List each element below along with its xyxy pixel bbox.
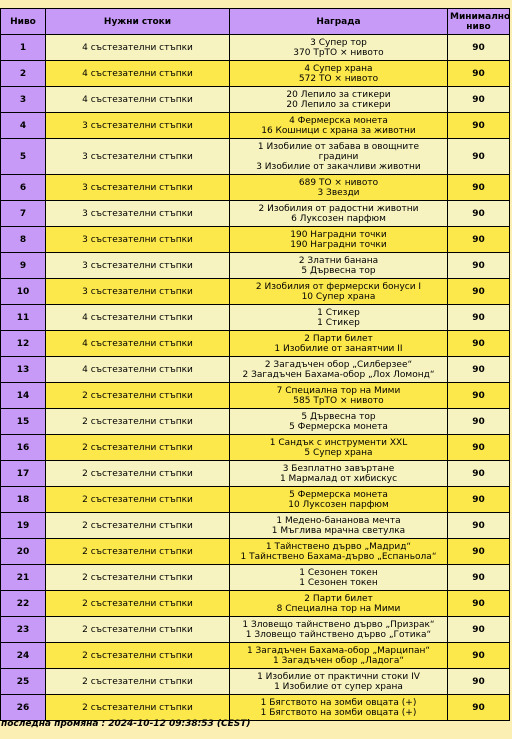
reward-line: 3 Супер тор <box>310 37 367 48</box>
reward-line: 1 Медено-бананова мечта <box>276 515 401 526</box>
reward-line: 20 Лепило за стикери <box>286 99 391 110</box>
min-level-cell: 90 <box>448 539 510 565</box>
level-cell: 14 <box>1 383 46 409</box>
reward-line: 5 Супер храна <box>304 447 373 458</box>
reward-cell <box>230 253 448 279</box>
reward-cell <box>230 139 448 175</box>
goods-cell: 4 състезателни стъпки <box>46 35 230 61</box>
level-cell: 7 <box>1 201 46 227</box>
table-row <box>1 643 510 669</box>
goods-cell: 4 състезателни стъпки <box>46 61 230 87</box>
table-row <box>1 305 510 331</box>
reward-cell <box>230 305 448 331</box>
table-row <box>1 487 510 513</box>
last-modified: последна промяна : 2024-10-12 09:38:53 (CEST) <box>1 719 251 729</box>
goods-cell: 2 състезателни стъпки <box>46 669 230 695</box>
reward-line: 2 Изобилия от фермерски бонуси I <box>255 281 422 292</box>
min-level-cell: 90 <box>448 87 510 113</box>
goods-cell: 2 състезателни стъпки <box>46 643 230 669</box>
table-row <box>1 409 510 435</box>
reward-cell <box>230 201 448 227</box>
reward-cell <box>230 461 448 487</box>
reward-line: 1 Мармалад от хибискус <box>279 473 398 484</box>
min-level-cell: 90 <box>448 617 510 643</box>
reward-cell <box>230 331 448 357</box>
reward-cell <box>230 87 448 113</box>
reward-line: 5 Фермерска монета <box>289 489 388 500</box>
reward-line: 1 Сезонен токен <box>299 567 378 578</box>
goods-cell: 3 състезателни стъпки <box>46 113 230 139</box>
header-goods: Нужни стоки <box>46 9 230 35</box>
reward-line: градини <box>318 151 359 162</box>
table-body <box>1 35 510 721</box>
reward-line: 10 Супер храна <box>301 291 376 302</box>
goods-cell: 3 състезателни стъпки <box>46 139 230 175</box>
reward-cell <box>230 487 448 513</box>
reward-line: 16 Кошници с храна за животни <box>261 125 416 136</box>
min-level-cell: 90 <box>448 669 510 695</box>
table-row <box>1 357 510 383</box>
min-level-cell: 90 <box>448 305 510 331</box>
reward-line: 2 Златни банана <box>298 255 379 266</box>
goods-cell: 3 състезателни стъпки <box>46 201 230 227</box>
table-row <box>1 331 510 357</box>
reward-line: 5 Дървесна тор <box>301 411 376 422</box>
table-row <box>1 139 510 175</box>
table-header-row <box>1 9 510 35</box>
table-row <box>1 591 510 617</box>
goods-cell: 2 състезателни стъпки <box>46 383 230 409</box>
header-min-level: Минимално ниво <box>448 9 510 35</box>
min-level-cell: 90 <box>448 487 510 513</box>
level-cell: 15 <box>1 409 46 435</box>
level-cell: 6 <box>1 175 46 201</box>
goods-cell: 2 състезателни стъпки <box>46 591 230 617</box>
level-cell: 17 <box>1 461 46 487</box>
table-row <box>1 253 510 279</box>
reward-line: 1 Загадъчен обор „Ладога“ <box>272 655 404 666</box>
reward-line: 1 Тайнствено Бахама-дърво „Еспаньола“ <box>240 551 437 562</box>
reward-line: 10 Луксозен парфюм <box>288 499 389 510</box>
level-cell: 13 <box>1 357 46 383</box>
header-level: Ниво <box>1 9 46 35</box>
reward-cell <box>230 227 448 253</box>
reward-line: 1 Зловещо тайнствено дърво „Готика“ <box>245 629 432 640</box>
table-row <box>1 35 510 61</box>
goods-cell: 2 състезателни стъпки <box>46 695 230 721</box>
level-cell: 20 <box>1 539 46 565</box>
reward-cell <box>230 61 448 87</box>
level-cell: 24 <box>1 643 46 669</box>
goods-cell: 2 състезателни стъпки <box>46 539 230 565</box>
goods-cell: 2 състезателни стъпки <box>46 487 230 513</box>
min-level-cell: 90 <box>448 695 510 721</box>
reward-line: 8 Специална тор на Мими <box>276 603 401 614</box>
table-row <box>1 695 510 721</box>
reward-line: 3 Изобилие от закачливи животни <box>256 161 421 172</box>
min-level-cell: 90 <box>448 591 510 617</box>
reward-line: 1 Изобилие от супер храна <box>274 681 403 692</box>
table-row <box>1 617 510 643</box>
level-cell: 11 <box>1 305 46 331</box>
reward-line: 1 Мъглива мрачна светулка <box>271 525 406 536</box>
level-cell: 25 <box>1 669 46 695</box>
reward-line: 4 Фермерска монета <box>289 115 388 126</box>
reward-line: 3 Звезди <box>317 187 360 198</box>
table-row <box>1 461 510 487</box>
level-cell: 22 <box>1 591 46 617</box>
table-row <box>1 383 510 409</box>
reward-line: 1 Стикер <box>317 307 360 318</box>
reward-cell <box>230 409 448 435</box>
level-cell: 5 <box>1 139 46 175</box>
table-row <box>1 435 510 461</box>
goods-cell: 2 състезателни стъпки <box>46 435 230 461</box>
reward-line: 20 Лепило за стикери <box>286 89 391 100</box>
goods-cell: 2 състезателни стъпки <box>46 461 230 487</box>
level-cell: 1 <box>1 35 46 61</box>
reward-cell <box>230 435 448 461</box>
reward-cell <box>230 35 448 61</box>
level-cell: 8 <box>1 227 46 253</box>
goods-cell: 3 състезателни стъпки <box>46 227 230 253</box>
reward-line: 689 ТО × нивото <box>298 177 379 188</box>
min-level-cell: 90 <box>448 461 510 487</box>
reward-cell <box>230 617 448 643</box>
reward-line: 1 Бягството на зомби овцата (+) <box>260 697 417 708</box>
goods-cell: 3 състезателни стъпки <box>46 279 230 305</box>
rewards-table <box>0 8 510 721</box>
reward-cell <box>230 279 448 305</box>
level-cell: 21 <box>1 565 46 591</box>
level-cell: 3 <box>1 87 46 113</box>
reward-cell <box>230 669 448 695</box>
reward-line: 2 Загадъчен Бахама-обор „Лох Ломонд“ <box>242 369 435 380</box>
min-level-cell: 90 <box>448 435 510 461</box>
reward-line: 572 ТО × нивото <box>298 73 379 84</box>
table-row <box>1 279 510 305</box>
reward-line: 4 Супер храна <box>304 63 373 74</box>
min-level-cell: 90 <box>448 175 510 201</box>
table-row <box>1 669 510 695</box>
reward-line: 1 Тайнствено дърво „Мадрид“ <box>265 541 412 552</box>
reward-line: 1 Стикер <box>317 317 360 328</box>
reward-cell <box>230 591 448 617</box>
table-row <box>1 201 510 227</box>
table-row <box>1 565 510 591</box>
table-row <box>1 539 510 565</box>
goods-cell: 2 състезателни стъпки <box>46 617 230 643</box>
reward-line: 5 Фермерска монета <box>289 421 388 432</box>
reward-cell <box>230 513 448 539</box>
reward-cell <box>230 113 448 139</box>
min-level-cell: 90 <box>448 409 510 435</box>
min-level-cell: 90 <box>448 357 510 383</box>
reward-cell <box>230 539 448 565</box>
level-cell: 2 <box>1 61 46 87</box>
min-level-cell: 90 <box>448 113 510 139</box>
header-reward: Награда <box>230 9 448 35</box>
min-level-cell: 90 <box>448 227 510 253</box>
goods-cell: 4 състезателни стъпки <box>46 305 230 331</box>
reward-line: 370 ТрТО × нивото <box>293 47 384 58</box>
reward-line: 1 Зловещо тайнствено дърво „Призрак“ <box>242 619 435 630</box>
min-level-cell: 90 <box>448 331 510 357</box>
reward-line: 1 Изобилие от практични стоки IV <box>257 671 420 682</box>
min-level-cell: 90 <box>448 61 510 87</box>
level-cell: 4 <box>1 113 46 139</box>
min-level-cell: 90 <box>448 383 510 409</box>
min-level-cell: 90 <box>448 513 510 539</box>
goods-cell: 3 състезателни стъпки <box>46 253 230 279</box>
reward-line: 6 Луксозен парфюм <box>291 213 386 224</box>
table-row <box>1 227 510 253</box>
min-level-cell: 90 <box>448 643 510 669</box>
reward-cell <box>230 565 448 591</box>
goods-cell: 4 състезателни стъпки <box>46 87 230 113</box>
reward-line: 1 Сезонен токен <box>299 577 378 588</box>
reward-line: 7 Специална тор на Мими <box>276 385 401 396</box>
reward-line: 5 Дървесна тор <box>301 265 376 276</box>
reward-line: 2 Парти билет <box>304 593 373 604</box>
reward-line: 1 Сандък с инструменти XXL <box>269 437 408 448</box>
reward-line: 1 Загадъчен Бахама-обор „Марципан“ <box>246 645 431 656</box>
reward-line: 2 Изобилия от радостни животни <box>258 203 419 214</box>
reward-line: 1 Изобилие от занаятчии II <box>274 343 403 354</box>
table-row <box>1 513 510 539</box>
reward-line: 2 Парти билет <box>304 333 373 344</box>
min-level-cell: 90 <box>448 279 510 305</box>
goods-cell: 3 състезателни стъпки <box>46 175 230 201</box>
goods-cell: 4 състезателни стъпки <box>46 331 230 357</box>
table-row <box>1 87 510 113</box>
reward-cell <box>230 175 448 201</box>
level-cell: 26 <box>1 695 46 721</box>
goods-cell: 4 състезателни стъпки <box>46 357 230 383</box>
reward-line: 190 Наградни точки <box>290 239 387 250</box>
level-cell: 12 <box>1 331 46 357</box>
table-row <box>1 175 510 201</box>
table-row <box>1 113 510 139</box>
goods-cell: 2 състезателни стъпки <box>46 513 230 539</box>
level-cell: 23 <box>1 617 46 643</box>
reward-cell <box>230 643 448 669</box>
reward-line: 1 Изобилие от забава в овощните <box>257 141 420 152</box>
table-row <box>1 61 510 87</box>
level-cell: 16 <box>1 435 46 461</box>
reward-line: 585 ТрТО × нивото <box>293 395 384 406</box>
level-cell: 18 <box>1 487 46 513</box>
reward-line: 1 Бягството на зомби овцата (+) <box>260 707 417 718</box>
level-cell: 19 <box>1 513 46 539</box>
min-level-cell: 90 <box>448 139 510 175</box>
reward-line: 3 Безплатно завъртане <box>282 463 395 474</box>
reward-line: 190 Наградни точки <box>290 229 387 240</box>
reward-line: 2 Загадъчен обор „Силберзее“ <box>264 359 413 370</box>
level-cell: 9 <box>1 253 46 279</box>
min-level-cell: 90 <box>448 253 510 279</box>
reward-cell <box>230 383 448 409</box>
min-level-cell: 90 <box>448 35 510 61</box>
level-cell: 10 <box>1 279 46 305</box>
reward-cell <box>230 357 448 383</box>
goods-cell: 2 състезателни стъпки <box>46 565 230 591</box>
min-level-cell: 90 <box>448 201 510 227</box>
min-level-cell: 90 <box>448 565 510 591</box>
reward-cell <box>230 695 448 721</box>
goods-cell: 2 състезателни стъпки <box>46 409 230 435</box>
